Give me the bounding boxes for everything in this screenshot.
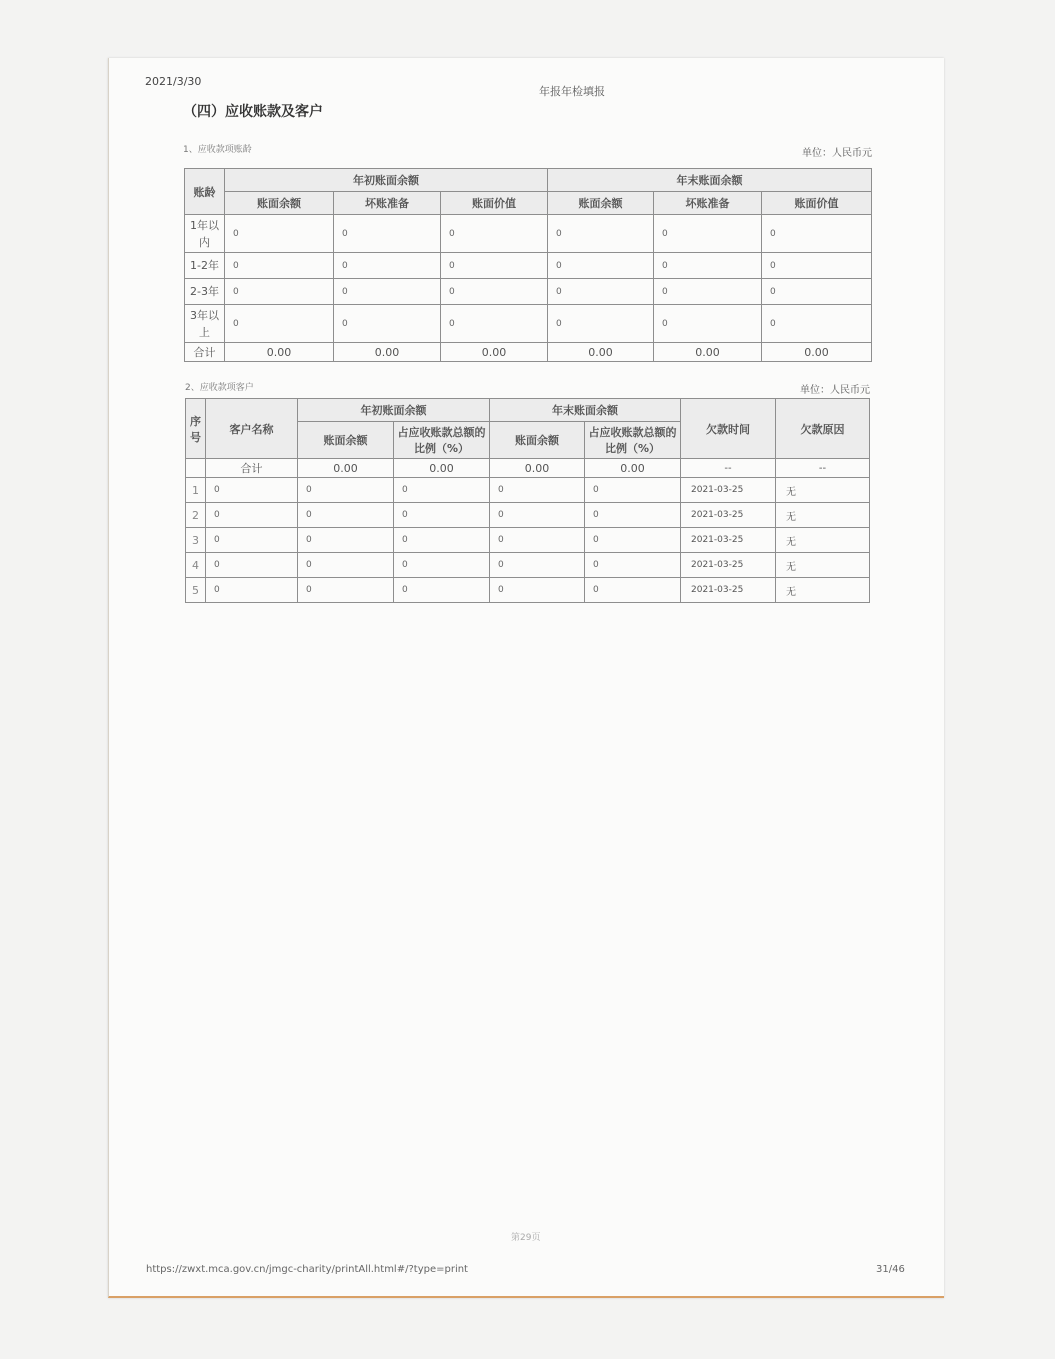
table-row bbox=[186, 578, 870, 603]
cell-debt-time: 2021-03-25 bbox=[681, 503, 776, 528]
table-row bbox=[185, 279, 872, 305]
total-value: 0.00 bbox=[334, 343, 441, 362]
row-seq: 1 bbox=[186, 478, 206, 503]
cell-value: 0 bbox=[654, 253, 762, 279]
total-label: 合计 bbox=[206, 459, 298, 478]
total-value: 0.00 bbox=[654, 343, 762, 362]
total-value: 0.00 bbox=[585, 459, 681, 478]
cell-value: 0 bbox=[585, 578, 681, 603]
cell-debt-time: 2021-03-25 bbox=[681, 553, 776, 578]
section-title: （四）应收账款及客户 bbox=[183, 104, 323, 120]
total-value: 0.00 bbox=[490, 459, 585, 478]
header-seq: 序号 bbox=[186, 399, 206, 459]
cell-value: 0 bbox=[762, 253, 872, 279]
cell-value: 0 bbox=[762, 305, 872, 343]
cell-value: 0 bbox=[298, 478, 394, 503]
cell-debt-time: 2021-03-25 bbox=[681, 478, 776, 503]
header-end-group: 年末账面余额 bbox=[490, 399, 681, 422]
cell-value: 0 bbox=[334, 215, 441, 253]
cell-customer-name: 0 bbox=[206, 528, 298, 553]
header-end-group: 年末账面余额 bbox=[548, 169, 872, 192]
header-debt-reason: 欠款原因 bbox=[776, 399, 870, 459]
table-row bbox=[186, 503, 870, 528]
header-col: 账面余额 bbox=[225, 192, 334, 215]
cell-value: 0 bbox=[394, 503, 490, 528]
header-col: 账面余额 bbox=[548, 192, 654, 215]
cell-value: 0 bbox=[654, 305, 762, 343]
cell-value: 0 bbox=[225, 215, 334, 253]
cell-value: 0 bbox=[394, 478, 490, 503]
row-label: 2-3年 bbox=[185, 279, 225, 305]
cell-value: 0 bbox=[548, 215, 654, 253]
header-col: 坏账准备 bbox=[654, 192, 762, 215]
customers-unit: 单位：人民币元 bbox=[800, 385, 870, 396]
row-seq: 2 bbox=[186, 503, 206, 528]
header-col: 账面价值 bbox=[441, 192, 548, 215]
cell-value: 0 bbox=[441, 279, 548, 305]
total-reason: -- bbox=[776, 459, 870, 478]
total-value: 0.00 bbox=[394, 459, 490, 478]
header-debt-time: 欠款时间 bbox=[681, 399, 776, 459]
cell-customer-name: 0 bbox=[206, 578, 298, 603]
cell-value: 0 bbox=[548, 279, 654, 305]
total-value: 0.00 bbox=[225, 343, 334, 362]
row-label: 1年以内 bbox=[185, 215, 225, 253]
total-value: 0.00 bbox=[441, 343, 548, 362]
table-row bbox=[185, 253, 872, 279]
cell-value: 0 bbox=[394, 528, 490, 553]
cell-value: 0 bbox=[441, 305, 548, 343]
header-begin-group: 年初账面余额 bbox=[225, 169, 548, 192]
row-label: 1-2年 bbox=[185, 253, 225, 279]
cell-customer-name: 0 bbox=[206, 503, 298, 528]
cell-value: 0 bbox=[441, 215, 548, 253]
row-seq: 5 bbox=[186, 578, 206, 603]
cell-value: 0 bbox=[490, 528, 585, 553]
header-ratio: 占应收账款总额的比例（%） bbox=[394, 422, 490, 459]
cell-customer-name: 0 bbox=[206, 553, 298, 578]
cell-debt-reason: 无 bbox=[776, 503, 870, 528]
header-customer-name: 客户名称 bbox=[206, 399, 298, 459]
aging-table bbox=[184, 168, 872, 362]
total-value: 0.00 bbox=[762, 343, 872, 362]
cell-debt-reason: 无 bbox=[776, 528, 870, 553]
document-page bbox=[108, 58, 944, 1298]
aging-subtitle: 1、应收款项账龄 bbox=[183, 145, 252, 155]
header-begin-group: 年初账面余额 bbox=[298, 399, 490, 422]
cell-debt-time: 2021-03-25 bbox=[681, 578, 776, 603]
cell-value: 0 bbox=[225, 279, 334, 305]
cell-value: 0 bbox=[490, 478, 585, 503]
customers-subtitle: 2、应收款项客户 bbox=[185, 383, 254, 393]
header-title: 年报年检填报 bbox=[539, 85, 605, 98]
table-row bbox=[186, 553, 870, 578]
total-time: -- bbox=[681, 459, 776, 478]
cell-value: 0 bbox=[762, 215, 872, 253]
cell-value: 0 bbox=[298, 503, 394, 528]
cell-value: 0 bbox=[225, 305, 334, 343]
cell-value: 0 bbox=[334, 253, 441, 279]
table-row bbox=[186, 528, 870, 553]
total-row bbox=[186, 459, 870, 478]
cell-debt-reason: 无 bbox=[776, 478, 870, 503]
cell-value: 0 bbox=[334, 305, 441, 343]
table-row bbox=[185, 215, 872, 253]
header-ratio: 占应收账款总额的比例（%） bbox=[585, 422, 681, 459]
row-seq: 4 bbox=[186, 553, 206, 578]
customers-table bbox=[185, 398, 870, 603]
aging-unit: 单位：人民币元 bbox=[802, 148, 872, 159]
cell-debt-time: 2021-03-25 bbox=[681, 528, 776, 553]
total-row bbox=[185, 343, 872, 362]
cell-value: 0 bbox=[585, 553, 681, 578]
row-label: 3年以上 bbox=[185, 305, 225, 343]
header-balance: 账面余额 bbox=[490, 422, 585, 459]
total-label: 合计 bbox=[185, 343, 225, 362]
cell-debt-reason: 无 bbox=[776, 578, 870, 603]
cell-value: 0 bbox=[548, 253, 654, 279]
cell-value: 0 bbox=[585, 528, 681, 553]
cell-debt-reason: 无 bbox=[776, 553, 870, 578]
header-age: 账龄 bbox=[185, 169, 225, 215]
cell-value: 0 bbox=[548, 305, 654, 343]
cell-value: 0 bbox=[654, 279, 762, 305]
header-col: 账面价值 bbox=[762, 192, 872, 215]
cell-value: 0 bbox=[762, 279, 872, 305]
total-value: 0.00 bbox=[548, 343, 654, 362]
cell-value: 0 bbox=[298, 578, 394, 603]
page-label: 第29页 bbox=[511, 1233, 541, 1243]
cell-customer-name: 0 bbox=[206, 478, 298, 503]
table-row bbox=[185, 305, 872, 343]
cell-value: 0 bbox=[490, 578, 585, 603]
header-balance: 账面余额 bbox=[298, 422, 394, 459]
footer-url: https://zwxt.mca.gov.cn/jmgc-charity/printAll.html#/?type=print bbox=[146, 1264, 468, 1275]
cell-value: 0 bbox=[585, 478, 681, 503]
row-seq: 3 bbox=[186, 528, 206, 553]
empty-cell bbox=[186, 459, 206, 478]
table-row bbox=[186, 478, 870, 503]
cell-value: 0 bbox=[394, 578, 490, 603]
cell-value: 0 bbox=[490, 503, 585, 528]
total-value: 0.00 bbox=[298, 459, 394, 478]
cell-value: 0 bbox=[585, 503, 681, 528]
cell-value: 0 bbox=[225, 253, 334, 279]
page-count: 31/46 bbox=[876, 1264, 905, 1275]
cell-value: 0 bbox=[298, 528, 394, 553]
print-date: 2021/3/30 bbox=[145, 75, 202, 88]
cell-value: 0 bbox=[441, 253, 548, 279]
cell-value: 0 bbox=[654, 215, 762, 253]
cell-value: 0 bbox=[298, 553, 394, 578]
cell-value: 0 bbox=[394, 553, 490, 578]
header-col: 坏账准备 bbox=[334, 192, 441, 215]
cell-value: 0 bbox=[490, 553, 585, 578]
cell-value: 0 bbox=[334, 279, 441, 305]
